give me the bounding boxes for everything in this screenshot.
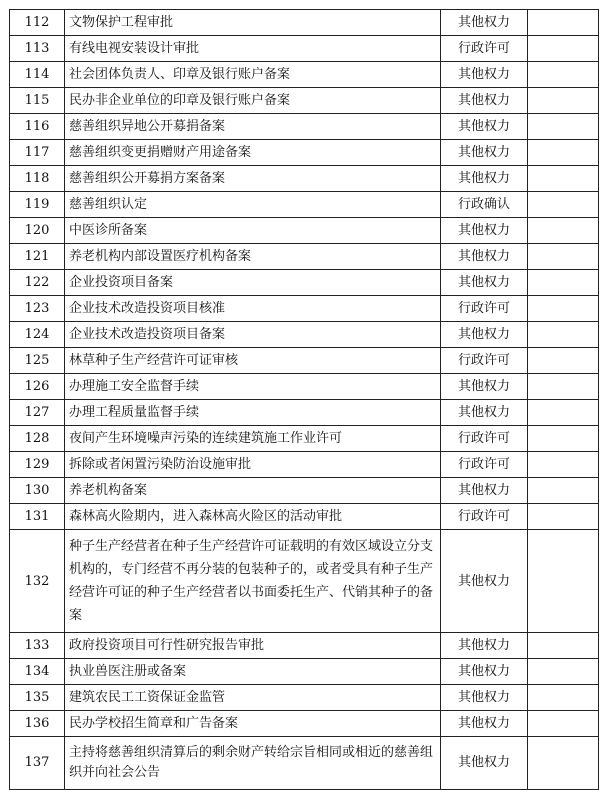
row-number-cell: 122	[10, 270, 65, 296]
remark-cell	[528, 530, 599, 633]
remark-cell	[528, 244, 599, 270]
item-name-cell: 夜间产生环境噪声污染的连续建筑施工作业许可	[65, 426, 441, 452]
row-number-cell: 134	[10, 659, 65, 685]
row-number-cell: 129	[10, 452, 65, 478]
row-number-cell: 117	[10, 140, 65, 166]
power-list-table	[9, 9, 599, 790]
table-row	[10, 633, 599, 659]
row-number-cell: 120	[10, 218, 65, 244]
row-number-cell: 121	[10, 244, 65, 270]
table-row	[10, 426, 599, 452]
power-type-cell: 其他权力	[441, 685, 528, 711]
power-type-cell: 其他权力	[441, 711, 528, 737]
remark-cell	[528, 62, 599, 88]
power-type-cell: 其他权力	[441, 322, 528, 348]
item-name-cell: 拆除或者闲置污染防治设施审批	[65, 452, 441, 478]
remark-cell	[528, 114, 599, 140]
row-number-cell: 119	[10, 192, 65, 218]
row-number-cell: 116	[10, 114, 65, 140]
table-row	[10, 504, 599, 530]
remark-cell	[528, 504, 599, 530]
row-number-cell: 127	[10, 400, 65, 426]
item-name-cell: 种子生产经营者在种子生产经营许可证载明的有效区域设立分支机构的，专门经营不再分装的包装种子的，或者受具有种子生产经营许可证的种子生产经营者以书面委托生产、代销其种子的备案	[65, 530, 441, 633]
item-name-cell: 执业兽医注册或备案	[65, 659, 441, 685]
remark-cell	[528, 400, 599, 426]
table-row	[10, 270, 599, 296]
item-name-cell: 社会团体负责人、印章及银行账户备案	[65, 62, 441, 88]
row-number-cell: 133	[10, 633, 65, 659]
remark-cell	[528, 192, 599, 218]
table-row	[10, 296, 599, 322]
remark-cell	[528, 426, 599, 452]
power-type-cell: 行政许可	[441, 504, 528, 530]
remark-cell	[528, 218, 599, 244]
power-type-cell: 其他权力	[441, 218, 528, 244]
table-row	[10, 10, 599, 36]
power-type-cell: 其他权力	[441, 140, 528, 166]
table-row	[10, 737, 599, 790]
table-row	[10, 62, 599, 88]
table-row	[10, 166, 599, 192]
remark-cell	[528, 88, 599, 114]
remark-cell	[528, 633, 599, 659]
item-name-cell: 养老机构内部设置医疗机构备案	[65, 244, 441, 270]
table-body	[10, 10, 599, 790]
remark-cell	[528, 478, 599, 504]
power-type-cell: 行政许可	[441, 36, 528, 62]
row-number-cell: 137	[10, 737, 65, 790]
row-number-cell: 124	[10, 322, 65, 348]
remark-cell	[528, 10, 599, 36]
remark-cell	[528, 348, 599, 374]
item-name-cell: 中医诊所备案	[65, 218, 441, 244]
item-name-cell: 建筑农民工工资保证金监管	[65, 685, 441, 711]
row-number-cell: 131	[10, 504, 65, 530]
item-name-cell: 森林高火险期内，进入森林高火险区的活动审批	[65, 504, 441, 530]
row-number-cell: 128	[10, 426, 65, 452]
remark-cell	[528, 322, 599, 348]
row-number-cell: 114	[10, 62, 65, 88]
row-number-cell: 132	[10, 530, 65, 633]
table-row	[10, 322, 599, 348]
item-name-cell: 慈善组织认定	[65, 192, 441, 218]
power-type-cell: 其他权力	[441, 244, 528, 270]
table-row	[10, 659, 599, 685]
row-number-cell: 135	[10, 685, 65, 711]
row-number-cell: 126	[10, 374, 65, 400]
item-name-cell: 林草种子生产经营许可证审核	[65, 348, 441, 374]
power-type-cell: 其他权力	[441, 114, 528, 140]
table-row	[10, 400, 599, 426]
power-type-cell: 其他权力	[441, 530, 528, 633]
item-name-cell: 慈善组织公开募捐方案备案	[65, 166, 441, 192]
item-name-cell: 企业技术改造投资项目核准	[65, 296, 441, 322]
remark-cell	[528, 36, 599, 62]
item-name-cell: 慈善组织变更捐赠财产用途备案	[65, 140, 441, 166]
item-name-cell: 主持将慈善组织清算后的剩余财产转给宗旨相同或相近的慈善组织并向社会公告	[65, 737, 441, 790]
power-type-cell: 其他权力	[441, 659, 528, 685]
power-type-cell: 行政许可	[441, 426, 528, 452]
table-row	[10, 140, 599, 166]
table-row	[10, 530, 599, 633]
table-row	[10, 348, 599, 374]
row-number-cell: 125	[10, 348, 65, 374]
remark-cell	[528, 296, 599, 322]
table-row	[10, 88, 599, 114]
power-type-cell: 其他权力	[441, 166, 528, 192]
table-row	[10, 114, 599, 140]
item-name-cell: 民办学校招生简章和广告备案	[65, 711, 441, 737]
remark-cell	[528, 685, 599, 711]
row-number-cell: 112	[10, 10, 65, 36]
power-type-cell: 行政许可	[441, 296, 528, 322]
item-name-cell: 慈善组织异地公开募捐备案	[65, 114, 441, 140]
power-type-cell: 其他权力	[441, 10, 528, 36]
table-row	[10, 244, 599, 270]
power-type-cell: 行政确认	[441, 192, 528, 218]
row-number-cell: 123	[10, 296, 65, 322]
remark-cell	[528, 374, 599, 400]
power-type-cell: 其他权力	[441, 737, 528, 790]
power-type-cell: 其他权力	[441, 88, 528, 114]
remark-cell	[528, 452, 599, 478]
row-number-cell: 113	[10, 36, 65, 62]
power-type-cell: 其他权力	[441, 270, 528, 296]
power-type-cell: 其他权力	[441, 374, 528, 400]
remark-cell	[528, 166, 599, 192]
table-row	[10, 478, 599, 504]
item-name-cell: 民办非企业单位的印章及银行账户备案	[65, 88, 441, 114]
table-row	[10, 374, 599, 400]
table-row	[10, 452, 599, 478]
item-name-cell: 养老机构备案	[65, 478, 441, 504]
power-type-cell: 其他权力	[441, 62, 528, 88]
remark-cell	[528, 140, 599, 166]
table-row	[10, 192, 599, 218]
row-number-cell: 118	[10, 166, 65, 192]
row-number-cell: 136	[10, 711, 65, 737]
table-row	[10, 218, 599, 244]
item-name-cell: 企业技术改造投资项目备案	[65, 322, 441, 348]
remark-cell	[528, 737, 599, 790]
table-row	[10, 36, 599, 62]
item-name-cell: 文物保护工程审批	[65, 10, 441, 36]
item-name-cell: 办理工程质量监督手续	[65, 400, 441, 426]
power-type-cell: 行政许可	[441, 452, 528, 478]
power-type-cell: 其他权力	[441, 633, 528, 659]
item-name-cell: 有线电视安装设计审批	[65, 36, 441, 62]
item-name-cell: 政府投资项目可行性研究报告审批	[65, 633, 441, 659]
table-row	[10, 711, 599, 737]
power-type-cell: 其他权力	[441, 400, 528, 426]
table-row	[10, 685, 599, 711]
power-type-cell: 其他权力	[441, 478, 528, 504]
item-name-cell: 办理施工安全监督手续	[65, 374, 441, 400]
row-number-cell: 115	[10, 88, 65, 114]
item-name-cell: 企业投资项目备案	[65, 270, 441, 296]
remark-cell	[528, 270, 599, 296]
remark-cell	[528, 711, 599, 737]
remark-cell	[528, 659, 599, 685]
power-type-cell: 行政许可	[441, 348, 528, 374]
row-number-cell: 130	[10, 478, 65, 504]
